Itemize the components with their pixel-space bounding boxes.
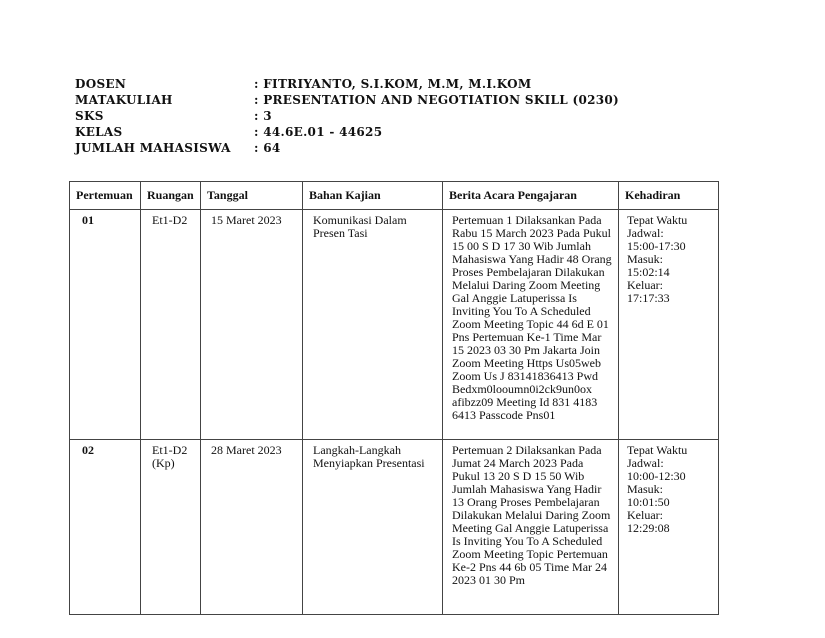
jumlah-mahasiswa-label: JUMLAH MAHASISWA — [75, 141, 231, 155]
kehadiran-masuk-label: Masuk: — [627, 482, 663, 496]
sks-row — [75, 108, 619, 124]
kehadiran-masuk-value: 10:01:50 — [627, 495, 670, 509]
col-header-ruangan: Ruangan — [141, 182, 201, 210]
cell-kehadiran — [619, 210, 719, 440]
kehadiran-keluar-value: 17:17:33 — [627, 291, 670, 305]
cell-berita-acara: Pertemuan 1 Dilaksankan Pada Rabu 15 March 2023 Pada Pukul 15 00 S D 17 30 Wib Jumlah Mahasiswa Yang Hadir 48 Orang Proses Pembelajaran Dilakukan Melalui Daring Zoom Meeting Gal Anggie Latuperissa Is Inviting You To A Scheduled Zoom Meeting Topic 44 6d E 01 Pns Pertemuan Ke-1 Time Mar 15 2023 03 30 Pm Jakarta Join Zoom Meeting Https Us05web Zoom Us J 83141836413 Pwd Bedxm0looumn0i2ck9un0ox afibzz09 Meeting Id 831 4183 6413 Passcode Pns01 — [443, 210, 619, 440]
cell-ruangan: Et1-D2 — [141, 210, 201, 440]
matakuliah-value: : PRESENTATION AND NEGOTIATION SKILL (0230) — [254, 93, 620, 107]
dosen-value: : FITRIYANTO, S.I.KOM, M.M, M.I.KOM — [254, 77, 532, 91]
cell-ruangan: Et1-D2 (Kp) — [141, 440, 201, 615]
table-header-row — [70, 182, 719, 210]
cell-bahan-kajian: Langkah-Langkah Menyiapkan Presentasi — [303, 440, 443, 615]
sks-value: : 3 — [254, 109, 272, 123]
cell-tanggal: 28 Maret 2023 — [201, 440, 303, 615]
jumlah-mahasiswa-row — [75, 140, 619, 156]
sks-label: SKS — [75, 109, 104, 123]
cell-kehadiran — [619, 440, 719, 615]
course-info — [75, 76, 619, 156]
kelas-value: : 44.6E.01 - 44625 — [254, 125, 383, 139]
kehadiran-status: Tepat Waktu — [627, 443, 688, 457]
kehadiran-keluar-value: 12:29:08 — [627, 521, 670, 535]
kehadiran-jadwal-value: 15:00-17:30 — [627, 239, 686, 253]
col-header-kehadiran: Kehadiran — [619, 182, 719, 210]
col-header-berita-acara: Berita Acara Pengajaran — [443, 182, 619, 210]
matakuliah-label: MATAKULIAH — [75, 93, 173, 107]
table-row — [70, 440, 719, 615]
cell-pertemuan: 01 — [70, 210, 141, 440]
table-row — [70, 210, 719, 440]
dosen-row — [75, 76, 619, 92]
kehadiran-keluar-label: Keluar: — [627, 508, 663, 522]
col-header-bahan-kajian: Bahan Kajian — [303, 182, 443, 210]
col-header-tanggal: Tanggal — [201, 182, 303, 210]
kehadiran-status: Tepat Waktu — [627, 213, 688, 227]
cell-bahan-kajian: Komunikasi Dalam Presen Tasi — [303, 210, 443, 440]
attendance-table — [69, 181, 719, 615]
kelas-row — [75, 124, 619, 140]
kehadiran-masuk-label: Masuk: — [627, 252, 663, 266]
kehadiran-jadwal-value: 10:00-12:30 — [627, 469, 686, 483]
dosen-label: DOSEN — [75, 77, 127, 91]
jumlah-mahasiswa-value: : 64 — [254, 141, 281, 155]
cell-berita-acara: Pertemuan 2 Dilaksankan Pada Jumat 24 March 2023 Pada Pukul 13 20 S D 15 50 Wib Jumlah Mahasiswa Yang Hadir 13 Orang Proses Pembelajaran Dilakukan Melalui Daring Zoom Meeting Gal Anggie Latuperissa Is Inviting You To A Scheduled Zoom Meeting Topic Pertemuan Ke-2 Pns 44 6b 05 Time Mar 24 2023 01 30 Pm — [443, 440, 619, 615]
matakuliah-row — [75, 92, 619, 108]
kehadiran-masuk-value: 15:02:14 — [627, 265, 670, 279]
kehadiran-keluar-label: Keluar: — [627, 278, 663, 292]
kelas-label: KELAS — [75, 125, 123, 139]
cell-tanggal: 15 Maret 2023 — [201, 210, 303, 440]
kehadiran-jadwal-label: Jadwal: — [627, 226, 664, 240]
kehadiran-jadwal-label: Jadwal: — [627, 456, 664, 470]
cell-pertemuan: 02 — [70, 440, 141, 615]
col-header-pertemuan: Pertemuan — [70, 182, 141, 210]
